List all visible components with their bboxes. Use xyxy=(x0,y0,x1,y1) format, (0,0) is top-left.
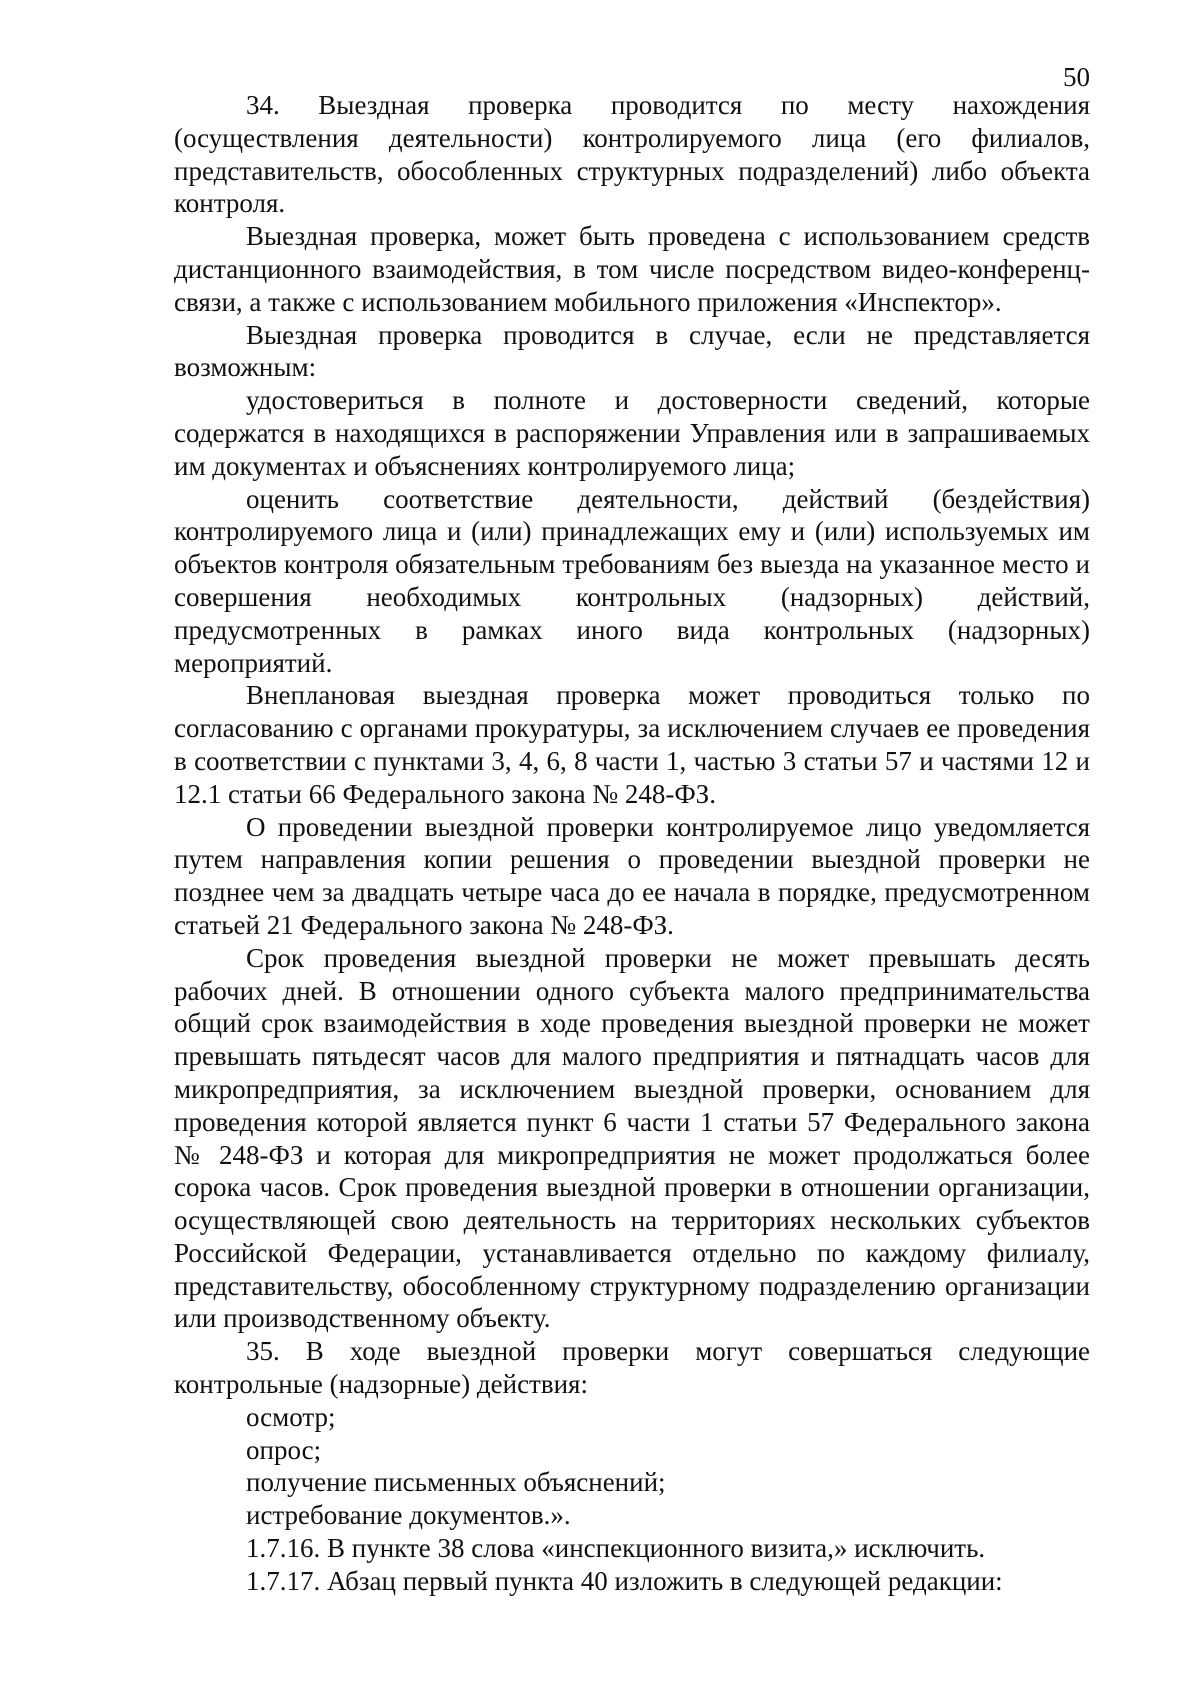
paragraph-amendment-1-7-16: 1.7.16. В пункте 38 слова «инспекционного визита,» исключить. xyxy=(246,1533,986,1564)
paragraph-34-location: 34. Выездная проверка проводится по месту нахождения (осуществления деятельности) контролируемого лица (его филиалов, представительств, обособленных структурных подразделений) либо объекта контроля. xyxy=(174,90,1090,219)
paragraph-conditions-intro: Выездная проверка проводится в случае, если не представляется возможным: xyxy=(174,319,1090,383)
paragraph-duration: Срок проведения выездной проверки не может превышать десять рабочих дней. В отношении одного субъекта малого предпринимательства общий срок взаимодействия в ходе проведения выездной проверки не может превышать пятьдесят часов для малого предприятия и пятнадцать часов для микропредприятия, за исключением выездной проверки, основанием для проведения которой является пункт 6 части 1 статьи 57 Федерального закона № 248-ФЗ и которая для микропредприятия не может продолжаться более сорока часов. Срок проведения выездной проверки в отношении организации, осуществляющей свою деятельность на территориях нескольких субъектов Российской Федерации, устанавливается отдельно по каждому филиалу, представительству, обособленному структурному подразделению организации или производственному объекту. xyxy=(174,942,1090,1334)
list-item: опрос; xyxy=(246,1434,322,1465)
document-body xyxy=(174,89,1090,1598)
paragraph-unscheduled-inspection: Внеплановая выездная проверка может проводиться только по согласованию с органами прокуратуры, за исключением случаев ее проведения в соответствии с пунктами 3, 4, 6, 8 части 1, частью 3 статьи 57 и частями 12 и 12.1 статьи 66 Федерального закона № 248-ФЗ. xyxy=(174,680,1090,809)
paragraph-notification: О проведении выездной проверки контролируемое лицо уведомляется путем направления копии решения о проведении выездной проверки не позднее чем за двадцать четыре часа до ее начала в порядке, предусмотренном статьей 21 Федерального закона № 248-ФЗ. xyxy=(174,811,1090,940)
paragraph-condition-assess: оценить соответствие деятельности, действий (бездействия) контролируемого лица и (или) принадлежащих ему и (или) используемых им объектов контроля обязательным требованиям без выезда на указанное место и совершения необходимых контрольных (надзорных) действий, предусмотренных в рамках иного вида контрольных (надзорных) мероприятий. xyxy=(174,483,1090,678)
list-item: получение письменных объяснений; xyxy=(246,1467,666,1498)
paragraph-condition-verify: удостовериться в полноте и достоверности сведений, которые содержатся в находящихся в распоряжении Управления или в запрашиваемых им документах и объяснениях контролируемого лица; xyxy=(174,385,1090,481)
list-item: осмотр; xyxy=(246,1401,336,1432)
paragraph-35-actions: 35. В ходе выездной проверки могут совершаться следующие контрольные (надзорные) действия: xyxy=(174,1336,1090,1400)
paragraph-remote-interaction: Выездная проверка, может быть проведена с использованием средств дистанционного взаимодействия, в том числе посредством видео-конференц-связи, а также с использованием мобильного приложения «Инспектор». xyxy=(174,221,1090,317)
list-item: истребование документов.». xyxy=(246,1500,571,1531)
page-number: 50 xyxy=(1063,62,1090,92)
paragraph-amendment-1-7-17: 1.7.17. Абзац первый пункта 40 изложить в следующей редакции: xyxy=(246,1565,1003,1596)
